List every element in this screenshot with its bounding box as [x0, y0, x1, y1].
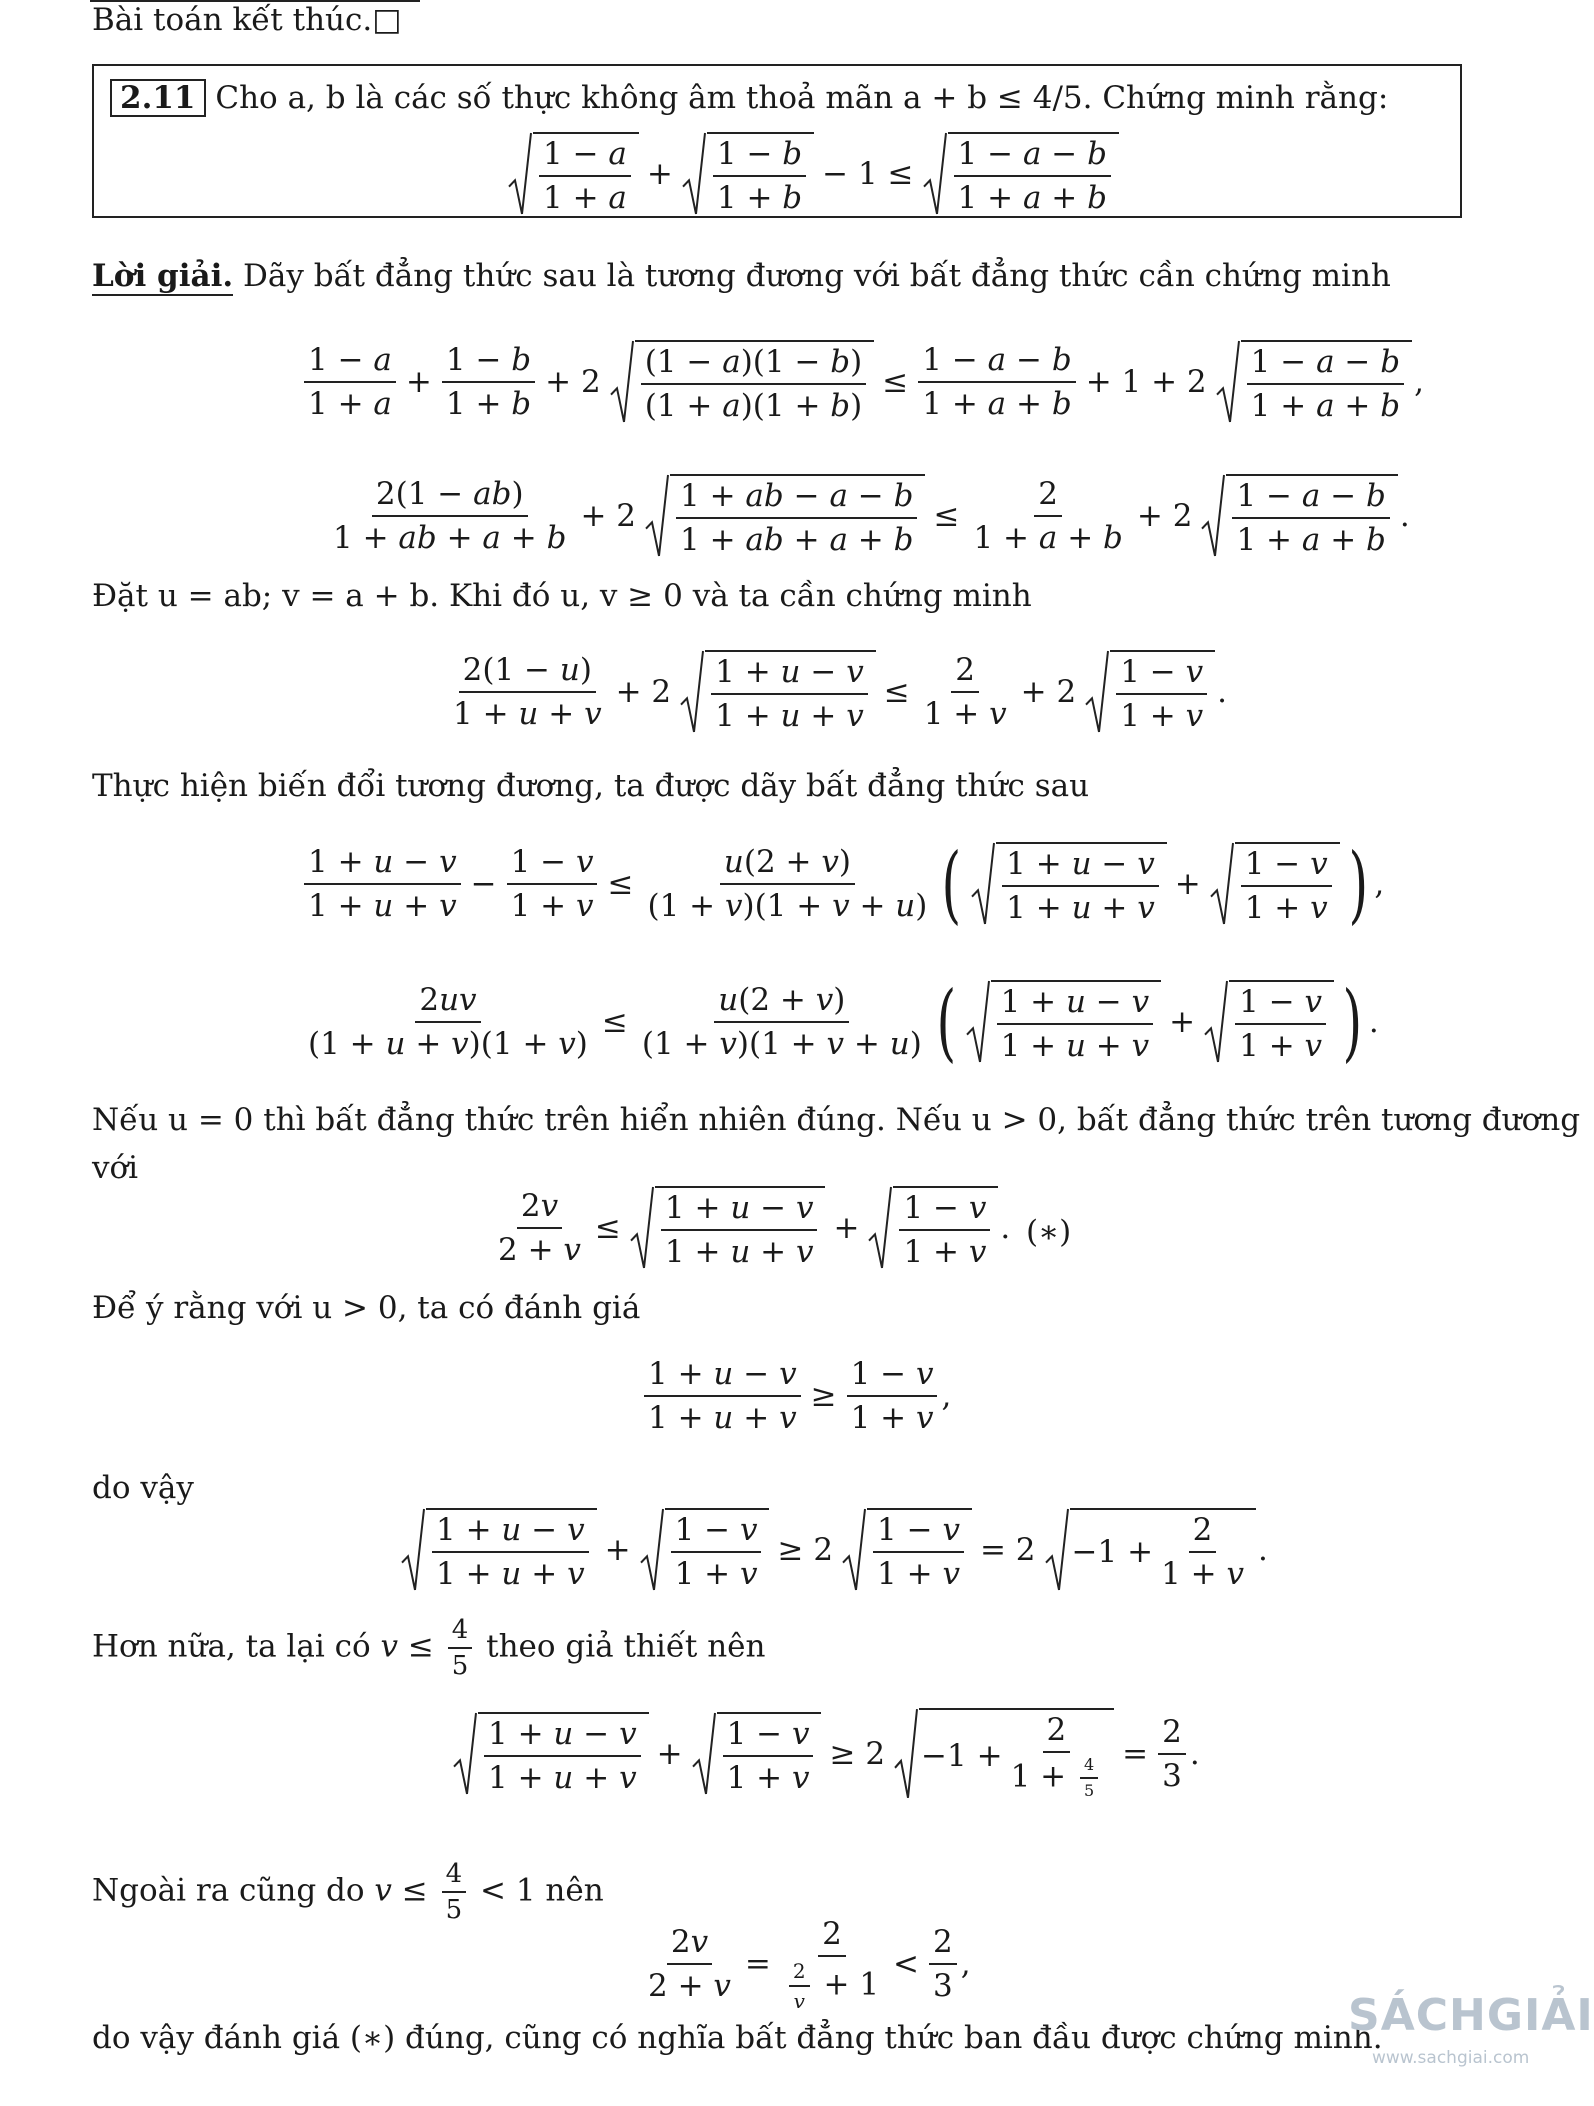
- equation-10: $\frac{2v}{2 + v}$ = 2 $\frac{2}{v}$ + 1 < $\frac{2}{3}$ ,: [648, 1916, 971, 2013]
- problem-statement: [110, 78, 1388, 118]
- case-text-line-1: Nếu u = 0 thì bất đẳng thức trên hiển nhiên đúng. Nếu u > 0, bất đẳng thức trên tương đương: [92, 1102, 1581, 1138]
- sqrt-symbol: $\frac{1 - a}{1 + a}$: [507, 132, 639, 216]
- problem-number: 2.11: [110, 79, 206, 117]
- equation-6: $\frac{2v}{2 + v}$ ≤ $\frac{1 + u - v}{1 + u + v}$ + $\frac{1 - v}{1 + v}$ .: [498, 1188, 1011, 1270]
- equation-7: $\frac{1 + u - v}{1 + u + v}$ ≥ $\frac{1 - v}{1 + v}$ ,: [640, 1356, 951, 1436]
- previous-end-text: Bài toán kết thúc.□: [92, 2, 402, 38]
- equation-5: $\frac{2uv}{(1 + u + v)(1 + v)}$ ≤ $\frac{u(2 + v)}{(1 + v)(1 + v + u)}$ ( $\frac{1 + u - v}{1 + u + v}$ + $\frac{1 - v}{1 + v}$ ) .: [308, 973, 1379, 1071]
- therefore-text: do vậy: [92, 1470, 194, 1506]
- conclusion-text: do vậy đánh giá (∗) đúng, cũng có nghĩa bất đẳng thức ban đầu được chứng minh.: [92, 2020, 1383, 2056]
- equation-4: $\frac{1 + u - v}{1 + u + v}$ − $\frac{1 - v}{1 + v}$ ≤ $\frac{u(2 + v)}{(1 + v)(1 + v + u)}$ ( $\frac{1 + u - v}{1 + u + v}$ + $\frac{1 - v}{1 + v}$ ) ,: [300, 842, 1384, 926]
- note-text: Để ý rằng với u > 0, ta có đánh giá: [92, 1290, 641, 1326]
- watermark-url: www.sachgiai.com: [1372, 2048, 1530, 2068]
- equation-3: $\frac{2(1 - u)}{1 + u + v}$ + 2 $\frac{1 + u - v}{1 + u + v}$ ≤ $\frac{2}{1 + v}$ + 2 $\frac{1 - v}{1 + v}$ .: [453, 652, 1227, 734]
- problem-inequality: $\frac{1 - a}{1 + a}$ + $\frac{1 - b}{1 + b}$ − 1 ≤ $\frac{1 - a - b}{1 + a + b}$: [505, 132, 1121, 216]
- equation-9: $\frac{1 + u - v}{1 + u + v}$ + $\frac{1 - v}{1 + v}$ ≥ 2 −1 + 2 1 + $\frac{4}{5}$ = $\frac{2}{3}$ .: [450, 1708, 1200, 1800]
- transform-text: Thực hiện biến đổi tương đương, ta được dãy bất đẳng thức sau: [92, 768, 1090, 804]
- case-text-line-2: với: [92, 1150, 139, 1186]
- solution-intro: [92, 256, 1391, 296]
- equation-8: $\frac{1 + u - v}{1 + u + v}$ + $\frac{1 - v}{1 + v}$ ≥ 2 $\frac{1 - v}{1 + v}$ = 2 −1 + $\frac{2}{1 + v}$ .: [398, 1508, 1268, 1592]
- solution-intro-text: Dãy bất đẳng thức sau là tương đương với bất đẳng thức cần chứng minh: [243, 258, 1391, 294]
- problem-text: Cho a, b là các số thực không âm thoả mãn a + b ≤ 4/5. Chứng minh rằng:: [215, 80, 1389, 116]
- star-label: (∗): [1026, 1214, 1072, 1250]
- substitution-text: Đặt u = ab; v = a + b. Khi đó u, v ≥ 0 và ta cần chứng minh: [92, 578, 1032, 614]
- equation-1: $\frac{1 - a}{1 + a}$ + $\frac{1 - b}{1 + b}$ + 2 $\frac{(1 - a)(1 - b)}{(1 + a)(1 + b)}$ ≤ $\frac{1 - a - b}{1 + a + b}$ + 1 + 2 $\frac{1 - a - b}{1 + a + b}$ ,: [300, 340, 1424, 424]
- besides-text: Ngoài ra cũng do v ≤ $\frac{4}{5}$ < 1 nên: [92, 1859, 604, 1925]
- moreover-text: Hơn nữa, ta lại có v ≤ $\frac{4}{5}$ theo giả thiết nên: [92, 1615, 766, 1681]
- watermark-logo: SÁCHGIẢI: [1348, 1990, 1594, 2041]
- solution-label: Lời giải.: [92, 258, 234, 294]
- equation-2: $\frac{2(1 - ab)}{1 + ab + a + b}$ + 2 $\frac{1 + ab - a - b}{1 + ab + a + b}$ ≤ $\frac{2}{1 + a + b}$ + 2 $\frac{1 - a - b}{1 + a + b}$ .: [333, 476, 1410, 558]
